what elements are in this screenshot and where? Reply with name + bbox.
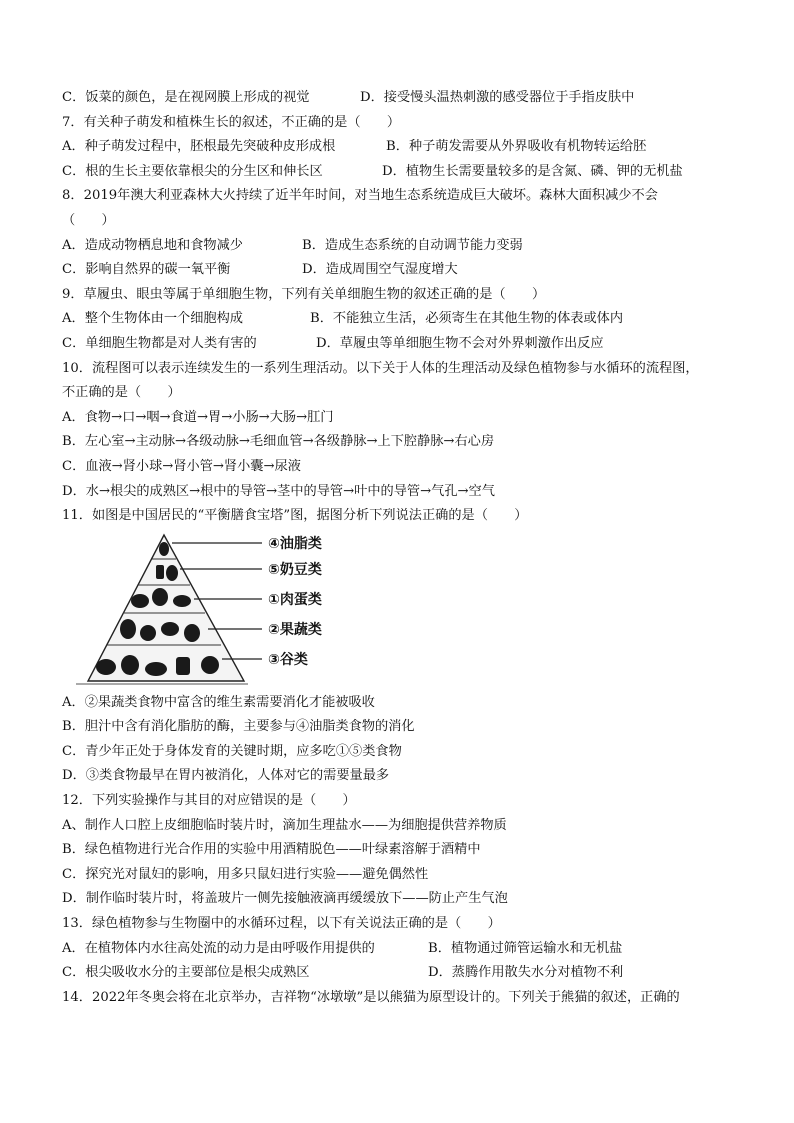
q10-option-a: A．食物→口→咽→食道→胃→小肠→大肠→肛门 xyxy=(62,409,334,425)
q10-option-c: C．血液→肾小球→肾小管→肾小囊→尿液 xyxy=(62,458,301,474)
option-b: B．不能独立生活，必须寄生在其他生物的体表或体内 xyxy=(310,311,624,327)
option-d: D．草履虫等单细胞生物不会对外界刺激作出反应 xyxy=(316,335,604,351)
label-meat-eggs: ①肉蛋类 xyxy=(268,591,322,608)
q12-option-d: D．制作临时装片时，将盖玻片一侧先接触液滴再缓缓放下——防止产生气泡 xyxy=(62,891,508,907)
option-a: A．整个生物体由一个细胞构成 xyxy=(62,311,243,327)
option-d: D．蒸腾作用散失水分对植物不利 xyxy=(428,965,624,981)
option-d: D．接受慢头温热刺激的感受器位于手指皮肤中 xyxy=(360,90,635,105)
label-fruit-veg: ②果蔬类 xyxy=(268,621,322,638)
q12-option-c: C．探究光对鼠妇的影响，用多只鼠妇进行实验——避免偶然性 xyxy=(62,866,429,882)
option-b: B．种子萌发需要从外界吸收有机物转运给胚 xyxy=(386,139,647,155)
q7-options-cd xyxy=(62,160,742,185)
option-c: C．单细胞生物都是对人类有害的 xyxy=(62,335,257,351)
question-14: 14．2022年冬奥会将在北京举办，吉祥物“冰墩墩”是以熊猫为原型设计的。下列关于熊猫的叙述，正确的 xyxy=(62,989,680,1005)
food-pyramid-drawing xyxy=(72,529,372,691)
question-13: 13．绿色植物参与生物圈中的水循环过程，以下有关说法正确的是（ ） xyxy=(62,916,501,932)
q7-options-ab xyxy=(62,135,742,160)
q11-option-b: B．胆汁中含有消化脂肪的酶，主要参与④油脂类食物的消化 xyxy=(62,719,415,735)
q13-options-ab xyxy=(62,937,742,962)
label-dairy-beans: ⑤奶豆类 xyxy=(268,561,322,578)
option-b: B．植物通过筛管运输水和无机盐 xyxy=(428,940,623,956)
label-oils: ④油脂类 xyxy=(268,535,322,552)
q11-option-a: A．②果蔬类食物中富含的维生素需要消化才能被吸收 xyxy=(62,694,375,710)
label-grains: ③谷类 xyxy=(268,651,308,668)
question-8: 8．2019年澳大利亚森林大火持续了近半年时间，对当地生态系统造成巨大破坏。森林大面积减少不会 xyxy=(62,188,658,204)
option-c: C．根的生长主要依靠根尖的分生区和伸长区 xyxy=(62,163,323,179)
option-d: D．植物生长需要量较多的是含氮、磷、钾的无机盐 xyxy=(382,163,683,179)
question-9: 9．草履虫、眼虫等属于单细胞生物，下列有关单细胞生物的叙述正确的是（ ） xyxy=(62,286,546,302)
q10-option-b: B．左心室→主动脉→各级动脉→毛细血管→各级静脉→上下腔静脉→右心房 xyxy=(62,434,495,450)
question-11: 11．如图是中国居民的“平衡膳食宝塔”图，据图分析下列说法正确的是（ ） xyxy=(62,508,528,524)
q9-options-cd xyxy=(62,332,742,357)
question-10: 10．流程图可以表示连续发生的一系列生理活动。以下关于人体的生理活动及绿色植物参与水循环的流程图， xyxy=(62,360,699,376)
option-b: B．造成生态系统的自动调节能力变弱 xyxy=(302,237,523,253)
option-c: C．影响自然界的碳一氧平衡 xyxy=(62,262,231,278)
question-10-cont: 不正确的是（ ） xyxy=(62,385,181,401)
option-a: A．在植物体内水往高处流的动力是由呼吸作用提供的 xyxy=(62,940,375,956)
q11-option-c: C．青少年正处于身体发育的关键时期，应多吃①⑤类食物 xyxy=(62,743,402,759)
q9-options-ab xyxy=(62,307,742,332)
option-a: A．造成动物栖息地和食物减少 xyxy=(62,237,243,253)
q6-options-cd xyxy=(62,86,742,111)
q12-option-b: B．绿色植物进行光合作用的实验中用酒精脱色——叶绿素溶解于酒精中 xyxy=(62,842,481,858)
q10-option-d: D．水→根尖的成熟区→根中的导管→茎中的导管→叶中的导管→气孔→空气 xyxy=(62,483,495,499)
question-12: 12．下列实验操作与其目的对应错误的是（ ） xyxy=(62,793,356,809)
option-a: A．种子萌发过程中，胚根最先突破种皮形成根 xyxy=(62,139,336,155)
q8-options-ab xyxy=(62,234,742,259)
q13-options-cd xyxy=(62,961,742,986)
q12-option-a: A、制作人口腔上皮细胞临时装片时，滴加生理盐水——为细胞提供营养物质 xyxy=(62,817,507,833)
question-7: 7．有关种子萌发和植株生长的叙述，不正确的是（ ） xyxy=(62,114,401,130)
exam-page xyxy=(62,86,742,1010)
food-pyramid-figure xyxy=(72,529,742,691)
option-c: C．根尖吸收水分的主要部位是根尖成熟区 xyxy=(62,965,310,981)
option-c: C．饭菜的颜色，是在视网膜上形成的视觉 xyxy=(62,90,310,105)
option-d: D．造成周围空气湿度增大 xyxy=(302,262,458,278)
q11-option-d: D．③类食物最早在胃内被消化，人体对它的需要量最多 xyxy=(62,768,390,784)
q8-options-cd xyxy=(62,258,742,283)
question-8-blank: （ ） xyxy=(62,212,115,228)
